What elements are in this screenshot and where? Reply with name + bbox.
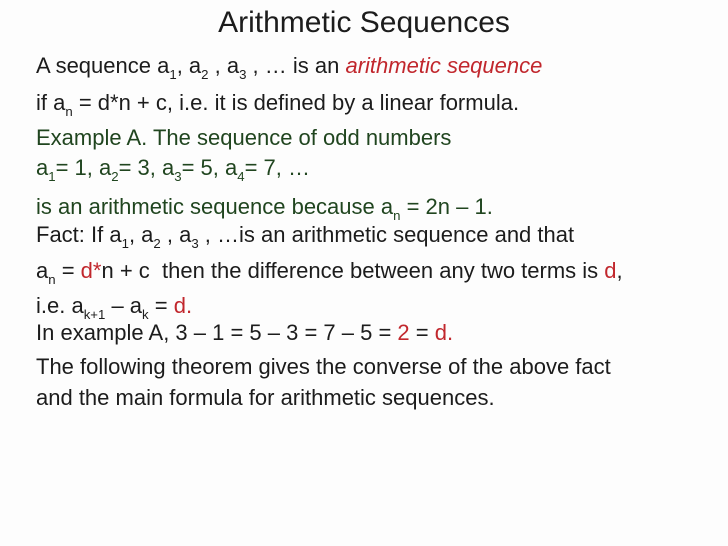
subscript-run: 3	[191, 235, 199, 251]
text-run: d	[604, 258, 617, 283]
text-line-11	[36, 382, 716, 414]
subscript-run: 3	[239, 66, 247, 82]
text-run: d.	[173, 293, 193, 318]
text-line-9	[36, 317, 716, 349]
text-run: i.e. a	[36, 293, 84, 318]
text-run: In example A, 3 – 1 = 5 – 3 = 7 – 5 =	[36, 320, 398, 345]
text-line-10	[36, 351, 716, 383]
subscript-run: 3	[174, 168, 182, 184]
text-run: = 1, a	[55, 155, 112, 180]
text-run: , … is an	[246, 53, 346, 78]
text-run: = 7, …	[244, 155, 311, 180]
subscript-run: k+1	[83, 306, 106, 322]
subscript-run: n	[48, 271, 56, 287]
text-line-4	[36, 152, 716, 187]
text-run: arithmetic sequence	[345, 53, 543, 78]
text-run: and the main formula for arithmetic sequences.	[36, 385, 495, 410]
text-run: – a	[105, 293, 143, 318]
subscript-run: 4	[237, 168, 245, 184]
text-run: , a	[176, 53, 202, 78]
text-run: n + c then the difference between any two terms is	[101, 258, 605, 283]
text-run: ,	[616, 258, 623, 283]
subscript-run: n	[65, 103, 73, 119]
text-run: d*	[80, 258, 102, 283]
text-run: , …is an arithmetic sequence and that	[198, 222, 575, 247]
text-run: a	[36, 155, 49, 180]
subscript-run: 2	[153, 235, 161, 251]
slide-title: Arithmetic Sequences	[218, 6, 510, 39]
subscript-run: 1	[48, 168, 56, 184]
text-run: = 5, a	[181, 155, 238, 180]
text-run: =	[409, 320, 435, 345]
text-line-7	[36, 255, 716, 290]
subscript-run: 1	[121, 235, 129, 251]
text-run: a	[36, 258, 49, 283]
text-run: , a	[208, 53, 240, 78]
text-run: d.	[434, 320, 454, 345]
text-line-6	[36, 219, 716, 254]
text-line-1	[36, 50, 716, 85]
subscript-run: n	[393, 207, 401, 223]
text-run: , a	[128, 222, 154, 247]
text-run: , a	[160, 222, 192, 247]
text-run: is an arithmetic sequence because a	[36, 194, 394, 219]
subscript-run: 2	[201, 66, 209, 82]
text-run: = 2n – 1.	[400, 194, 493, 219]
text-line-2	[36, 87, 716, 122]
text-run: The following theorem gives the converse of the above fact	[36, 354, 611, 379]
text-run: =	[148, 293, 174, 318]
text-run: = d*n + c, i.e. it is defined by a linear formula.	[72, 90, 520, 115]
text-run: if a	[36, 90, 66, 115]
text-run: A sequence a	[36, 53, 170, 78]
text-run: =	[55, 258, 81, 283]
text-run: Example A. The sequence of odd numbers	[36, 125, 452, 150]
subscript-run: 2	[111, 168, 119, 184]
subscript-run: 1	[169, 66, 177, 82]
slide-body	[36, 50, 716, 414]
text-line-3	[36, 122, 716, 154]
text-run: = 3, a	[118, 155, 175, 180]
text-run: 2	[397, 320, 410, 345]
subscript-run: k	[142, 306, 149, 322]
text-run: Fact: If a	[36, 222, 122, 247]
